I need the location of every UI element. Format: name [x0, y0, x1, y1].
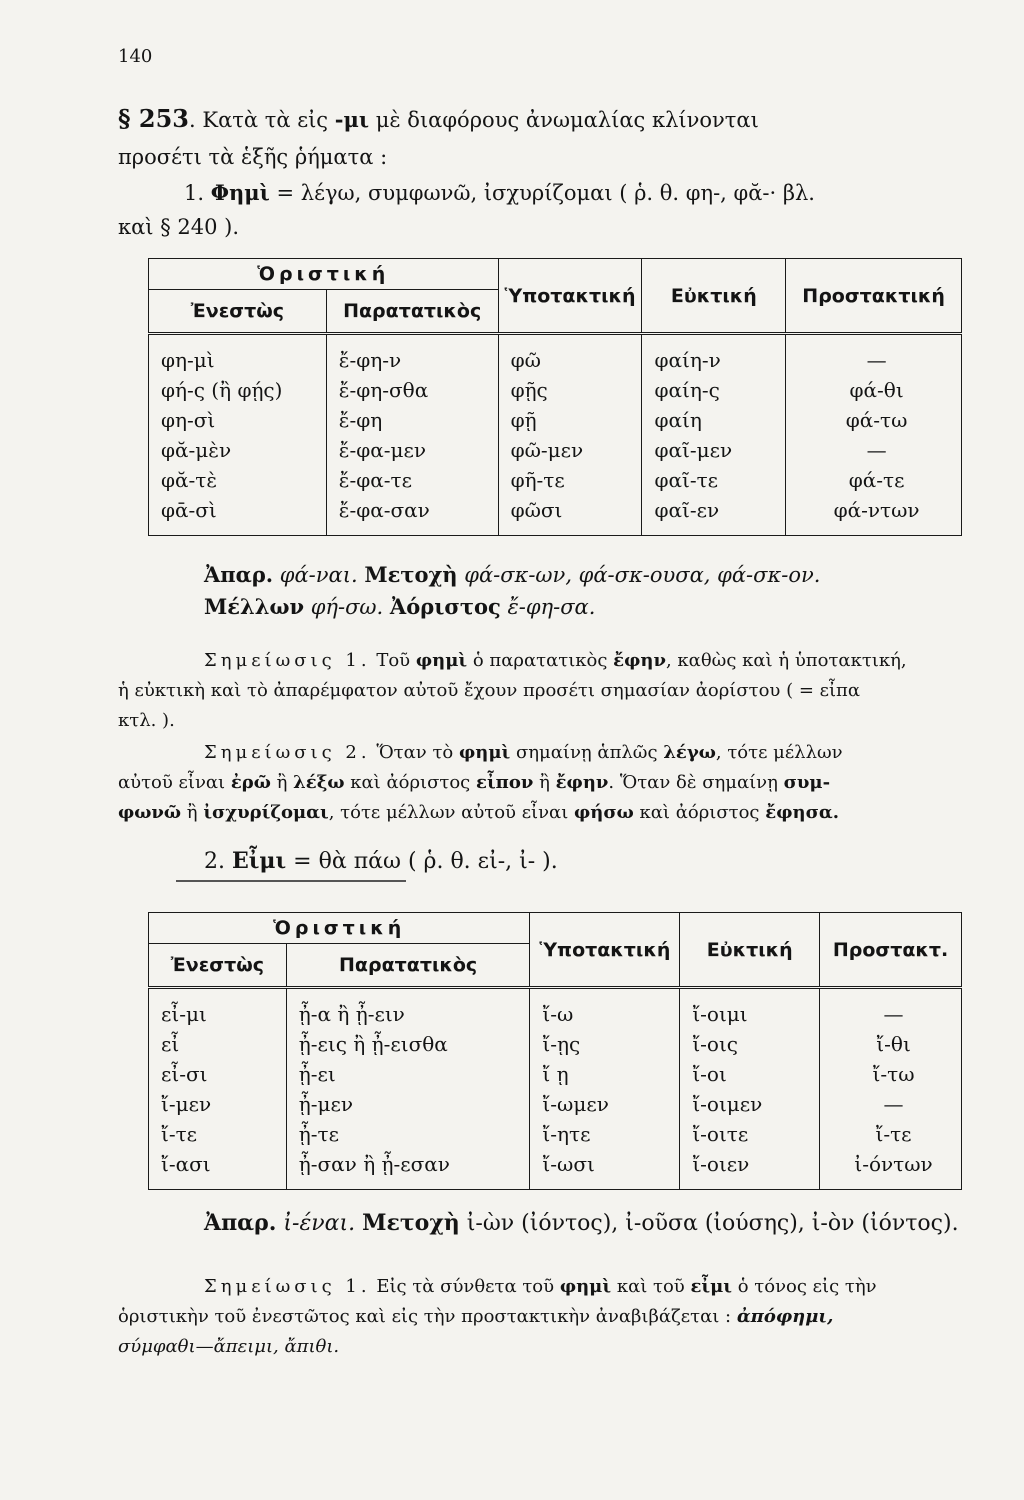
table-cell: —: [883, 1092, 904, 1116]
table-cell: ᾖ-ει: [298, 1062, 336, 1086]
table-cell: ἴ-θι: [876, 1032, 911, 1056]
conjugation-table-phemi: [148, 258, 962, 536]
table-cell: ἴ-ῃς: [542, 1032, 581, 1056]
table-cell: φαίη: [654, 408, 702, 432]
table-cell: φᾰ-τὲ: [161, 468, 218, 492]
table-cell: ἴ-ωσι: [542, 1152, 595, 1176]
table2-header-present: Ἐνεστὼς: [149, 944, 287, 988]
table-cell: ἔ-φη-σθα: [338, 378, 429, 402]
table-cell: ἔ-φα-τε: [338, 468, 412, 492]
verb1-forms-line2: Μέλλων φή-σω. Ἀόριστος ἔ-φη-σα.: [204, 594, 596, 619]
table-cell: φῶ-μεν: [510, 438, 584, 462]
table1-header-imperative: Προστακτική: [786, 259, 962, 334]
verb2-headword: Εἶμι: [232, 848, 287, 874]
table-cell: —: [866, 438, 887, 462]
note1-line3: κτλ. ).: [118, 710, 175, 731]
table-cell: φῇς: [510, 378, 548, 402]
note1-line1: Σημείωσις 1. Τοῦ φημὶ ὁ παρατατικὸς ἔφην, καθὼς καὶ ἡ ὑποτακτική,: [204, 650, 907, 671]
table2-col-imperfect: [286, 988, 530, 1190]
table-cell: εἶ-μι: [161, 1002, 207, 1026]
table1-col-present: [149, 334, 327, 536]
table-cell: ἴ-τε: [875, 1122, 912, 1146]
table-cell: ἔ-φα-μεν: [338, 438, 427, 462]
table1-header-imperfect: Παρατατικὸς: [326, 290, 498, 334]
table-cell: ἴ-οιεν: [692, 1152, 750, 1176]
note3-line2: ὁριστικὴν τοῦ ἐνεστῶτος καὶ εἰς τὴν προστακτικὴν ἀναβιβάζεται : ἀπόφημι,: [118, 1306, 834, 1327]
note2-line1: Σημείωσις 2. Ὅταν τὸ φημὶ σημαίνῃ ἁπλῶς λέγω, τότε μέλλων: [204, 742, 843, 763]
conjugation-table-eimi: [148, 912, 962, 1190]
page-number: 140: [118, 46, 153, 67]
table1-col-optative: [642, 334, 786, 536]
table2-group-header: Ὁριστική: [149, 913, 530, 944]
table-cell: ᾖ-α ἢ ᾖ-ειν: [298, 1002, 405, 1026]
table-cell: ἴ-ωμεν: [542, 1092, 609, 1116]
note3-line3: σύμφαθι—ἄπειμι, ἄπιθι.: [118, 1336, 340, 1357]
pencil-underline: [176, 880, 406, 882]
table2-col-subjunctive: [530, 988, 680, 1190]
section-intro-line2: προσέτι τὰ ἑξῆς ῥήματα :: [118, 145, 388, 169]
table-cell: φᾰ-μὲν: [161, 438, 232, 462]
table2-header-imperfect: Παρατατικὸς: [286, 944, 530, 988]
table-cell: φαῖ-τε: [654, 468, 719, 492]
table-cell: φά-ντων: [833, 498, 920, 522]
table-cell: ἴ-οιμεν: [692, 1092, 763, 1116]
table-cell: ἴ-οιτε: [692, 1122, 749, 1146]
table2-col-present: [149, 988, 287, 1190]
verb1-forms-line1: Ἀπαρ. φά-ναι. Μετοχὴ φά-σκ-ων, φά-σκ-ουσα, φά-σκ-ον.: [204, 562, 821, 587]
table1-header-subjunctive: Ὑποτακτική: [498, 259, 642, 334]
table-cell: φή-ς (ἢ φῄς): [161, 378, 283, 402]
table-cell: ἴ-μεν: [161, 1092, 212, 1116]
table-cell: φά-θι: [849, 378, 904, 402]
section-intro: § 253. Κατὰ τὰ εἰς -μι μὲ διαφόρους ἀνωμαλίας κλίνονται: [118, 104, 759, 133]
table1-header-optative: Εὐκτική: [642, 259, 786, 334]
table-cell: —: [883, 1002, 904, 1026]
table-cell: φά-τω: [845, 408, 908, 432]
verb1-heading: 1. Φημὶ = λέγω, συμφωνῶ, ἰσχυρίζομαι ( ῥ. θ. φη-, φᾰ-· βλ.: [184, 180, 815, 205]
table-cell: ᾖ-μεν: [298, 1092, 354, 1116]
table-cell: φαῖ-εν: [654, 498, 720, 522]
table-cell: ἰ-όντων: [854, 1152, 933, 1176]
table-cell: ἴ-τε: [161, 1122, 198, 1146]
table-cell: ἴ-οιμι: [692, 1002, 748, 1026]
table-cell: ἴ-ω: [542, 1002, 574, 1026]
table-cell: εἶ-σι: [161, 1062, 208, 1086]
table-cell: ᾖ-σαν ἢ ᾖ-εσαν: [298, 1152, 450, 1176]
table2-col-imperative: [820, 988, 962, 1190]
table-cell: φά-τε: [848, 468, 905, 492]
table-cell: εἶ: [161, 1032, 180, 1056]
table-cell: φαῖ-μεν: [654, 438, 733, 462]
table-cell: ἔ-φα-σαν: [338, 498, 430, 522]
table-cell: φῇ: [510, 408, 537, 432]
table1-header-present: Ἐνεστὼς: [149, 290, 327, 334]
table-cell: φῶσι: [510, 498, 563, 522]
table-cell: φαίη-ν: [654, 348, 721, 372]
table-cell: —: [866, 348, 887, 372]
table-cell: φη-μὶ: [161, 348, 215, 372]
table-cell: φαίη-ς: [654, 378, 720, 402]
table-cell: φῶ: [510, 348, 541, 372]
table-cell: ἔ-φη-ν: [338, 348, 402, 372]
verb2-heading: 2. Εἶμι = θὰ πάω ( ῥ. θ. εἰ-, ἰ- ).: [204, 848, 558, 874]
table1-col-imperfect: [326, 334, 498, 536]
note3-line1: Σημείωσις 1. Εἰς τὰ σύνθετα τοῦ φημὶ καὶ τοῦ εἶμι ὁ τόνος εἰς τὴν: [204, 1276, 877, 1297]
table-cell: ἴ-ασι: [161, 1152, 211, 1176]
table-cell: φη-σὶ: [161, 408, 216, 432]
table1-col-imperative: [786, 334, 962, 536]
table-cell: ἴ-οι: [692, 1062, 727, 1086]
table-cell: ἴ-οις: [692, 1032, 739, 1056]
table-cell: ἴ-ητε: [542, 1122, 591, 1146]
table-cell: ᾖ-τε: [298, 1122, 339, 1146]
verb1-headword: Φημὶ: [210, 180, 270, 205]
table2-header-imperative: Προστακτ.: [820, 913, 962, 988]
verb1-definition-cont: καὶ § 240 ).: [118, 215, 240, 239]
table2-header-optative: Εὐκτική: [680, 913, 820, 988]
verb2-forms-line: Ἀπαρ. ἰ-έναι. Μετοχὴ ἰ-ὼν (ἰόντος), ἰ-οῦσα (ἰούσης), ἰ-ὸν (ἰόντος).: [204, 1210, 959, 1236]
table-cell: ἴ ῃ: [542, 1062, 569, 1086]
table1-group-header: Ὁριστική: [149, 259, 499, 290]
note2-line2: αὐτοῦ εἶναι ἐρῶ ἢ λέξω καὶ ἀόριστος εἶπον ἢ ἔφην. Ὅταν δὲ σημαίνῃ συμ-: [118, 772, 831, 793]
table1-col-subjunctive: [498, 334, 642, 536]
table-cell: φᾱ-σὶ: [161, 498, 217, 522]
table2-col-optative: [680, 988, 820, 1190]
table-cell: ᾖ-εις ἢ ᾖ-εισθα: [298, 1032, 448, 1056]
table-cell: ἴ-τω: [872, 1062, 915, 1086]
section-number: § 253: [118, 104, 190, 133]
table-cell: φῆ-τε: [510, 468, 565, 492]
note1-line2: ἡ εὐκτικὴ καὶ τὸ ἀπαρέμφατον αὐτοῦ ἔχουν προσέτι σημασίαν ἀορίστου ( = εἶπα: [118, 680, 861, 701]
note2-line3: φωνῶ ἢ ἰσχυρίζομαι, τότε μέλλων αὐτοῦ εἶναι φήσω καὶ ἀόριστος ἔφησα.: [118, 802, 839, 823]
table2-header-subjunctive: Ὑποτακτική: [530, 913, 680, 988]
table-cell: ἔ-φη: [338, 408, 383, 432]
